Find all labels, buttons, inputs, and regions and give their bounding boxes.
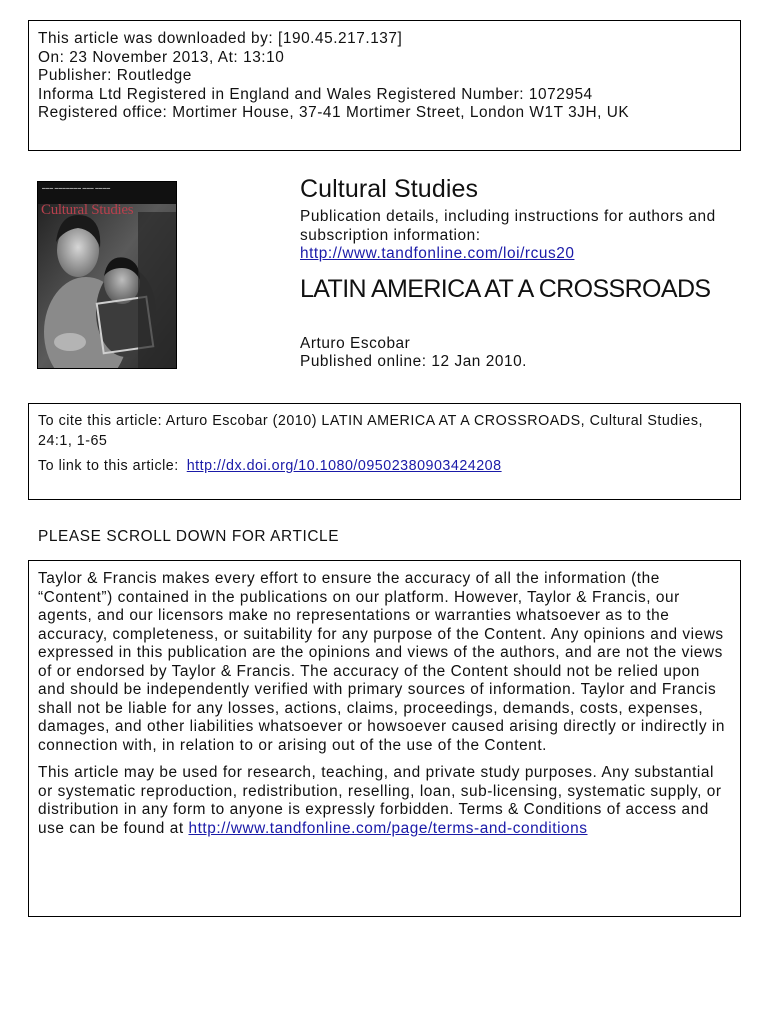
terms-link[interactable]: http://www.tandfonline.com/page/terms-and-conditions: [188, 819, 588, 837]
registered-office-line: Registered office: Mortimer House, 37-41 Mortimer Street, London W1T 3JH, UK: [38, 104, 630, 122]
download-date-line: On: 23 November 2013, At: 13:10: [38, 48, 285, 66]
article-link-row: [38, 458, 730, 474]
usage-paragraph: [38, 764, 730, 838]
citation-text: To cite this article: Arturo Escobar (2010) LATIN AMERICA AT A CROSSROADS, Cultural Studies, 24:1, 1-65: [38, 413, 703, 449]
article-author: Arturo Escobar: [300, 335, 411, 352]
registration-line: Informa Ltd Registered in England and Wales Registered Number: 1072954: [38, 85, 593, 103]
journal-title: Cultural Studies: [300, 175, 479, 203]
publisher-line: Publisher: Routledge: [38, 67, 192, 85]
cover-title: Cultural Studies: [41, 202, 134, 218]
scroll-notice: PLEASE SCROLL DOWN FOR ARTICLE: [38, 528, 340, 545]
disclaimer-box: [28, 560, 741, 917]
citation-box: [28, 403, 741, 500]
publication-date: Published online: 12 Jan 2010.: [300, 353, 528, 370]
journal-link[interactable]: http://www.tandfonline.com/loi/rcus20: [300, 245, 575, 262]
article-title: LATIN AMERICA AT A CROSSROADS: [300, 275, 711, 303]
cover-header-strip: ▬▬▬ ▬▬▬▬▬▬▬ ▬▬▬ ▬▬▬▬: [42, 186, 111, 190]
doi-link[interactable]: http://dx.doi.org/10.1080/09502380903424208: [186, 458, 502, 474]
publication-details: Publication details, including instructions for authors and subscription information:: [300, 208, 716, 244]
journal-cover-image: [37, 181, 177, 369]
article-link-label: To link to this article:: [38, 458, 179, 474]
download-ip-line: This article was downloaded by: [190.45.217.137]: [38, 30, 403, 47]
usage-text: This article may be used for research, teaching, and private study purposes. Any substantial or systematic reproduction, redistribution, reselling, loan, sub-licensing, systematic supply, or distribution in any form to anyone is expressly forbidden. Terms & Conditions of access and use can be found at: [38, 764, 722, 837]
download-info-box: [28, 20, 741, 151]
disclaimer-paragraph: Taylor & Francis makes every effort to ensure the accuracy of all the information (the “Content”) contained in the publications on our platform. However, Taylor & Francis, our agents, and our licensors make no representations or warranties whatsoever as to the accuracy, completeness, or suitability for any purpose of the Content. Any opinions and views expressed in this publication are the opinions and views of the authors, and are not the views of or endorsed by Taylor & Francis. The accuracy of the Content should not be relied upon and should be independently verified with primary sources of information. Taylor and Francis shall not be liable for any losses, actions, claims, proceedings, demands, costs, expenses, damages, and other liabilities whatsoever or howsoever caused arising directly or indirectly in connection with, in relation to or arising out of the use of the Content.: [38, 570, 725, 754]
